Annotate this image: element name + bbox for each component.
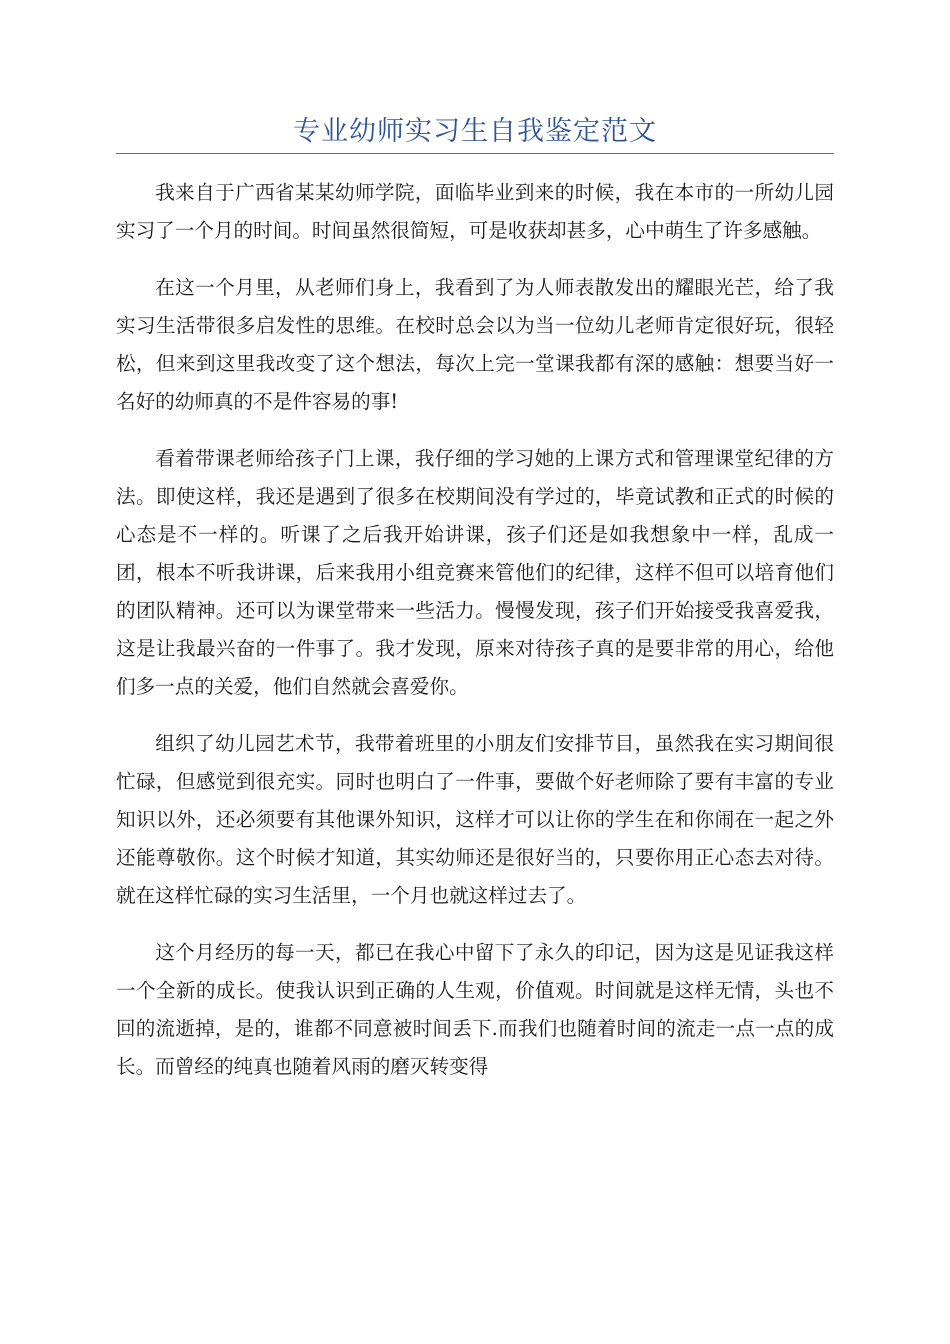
title-underline-rule bbox=[116, 153, 834, 154]
paragraph-2: 在这一个月里，从老师们身上，我看到了为人师表散发出的耀眼光芒，给了我实习生活带很多启发性的思维。在校时总会以为当一位幼儿老师肯定很好玩，很轻松，但来到这里我改变了这个想法，每次上完一堂课我都有深的感触：想要当好一名好的幼师真的不是件容易的事! bbox=[116, 276, 834, 413]
paragraph-5: 这个月经历的每一天，都已在我心中留下了永久的印记，因为这是见证我这样一个全新的成长。使我认识到正确的人生观，价值观。时间就是这样无情，头也不回的流逝掉，是的，谁都不同意被时间丢下.而我们也随着时间的流走一点一点的成长。而曾经的纯真也随着风雨的磨灭转变得 bbox=[116, 941, 834, 1078]
paragraph-1: 我来自于广西省某某幼师学院，面临毕业到来的时候，我在本市的一所幼儿园实习了一个月的时间。时间虽然很简短，可是收获却甚多，心中萌生了许多感触。 bbox=[116, 181, 834, 242]
paragraph-3: 看着带课老师给孩子门上课，我仔细的学习她的上课方式和管理课堂纪律的方法。即使这样，我还是遇到了很多在校期间没有学过的，毕竟试教和正式的时候的心态是不一样的。听课了之后我开始讲课，孩子们还是如我想象中一样，乱成一团，根本不听我讲课，后来我用小组竞赛来管他们的纪律，这样不但可以培育他们的团队精神。还可以为课堂带来一些活力。慢慢发现，孩子们开始接受我喜爱我，这是让我最兴奋的一件事了。我才发现，原来对待孩子真的是要非常的用心，给他们多一点的关爱，他们自然就会喜爱你。 bbox=[116, 447, 834, 698]
document-body bbox=[116, 174, 834, 1105]
paragraph-4: 组织了幼儿园艺术节，我带着班里的小朋友们安排节目，虽然我在实习期间很忙碌，但感觉到很充实。同时也明白了一件事，要做个好老师除了要有丰富的专业知识以外，还必须要有其他课外知识，这样才可以让你的学生在和你闹在一起之外还能尊敬你。这个时候才知道，其实幼师还是很好当的，只要你用正心态去对待。就在这样忙碌的实习生活里，一个月也就这样过去了。 bbox=[116, 732, 834, 907]
document-title: 专业幼师实习生自我鉴定范文 bbox=[293, 116, 657, 147]
